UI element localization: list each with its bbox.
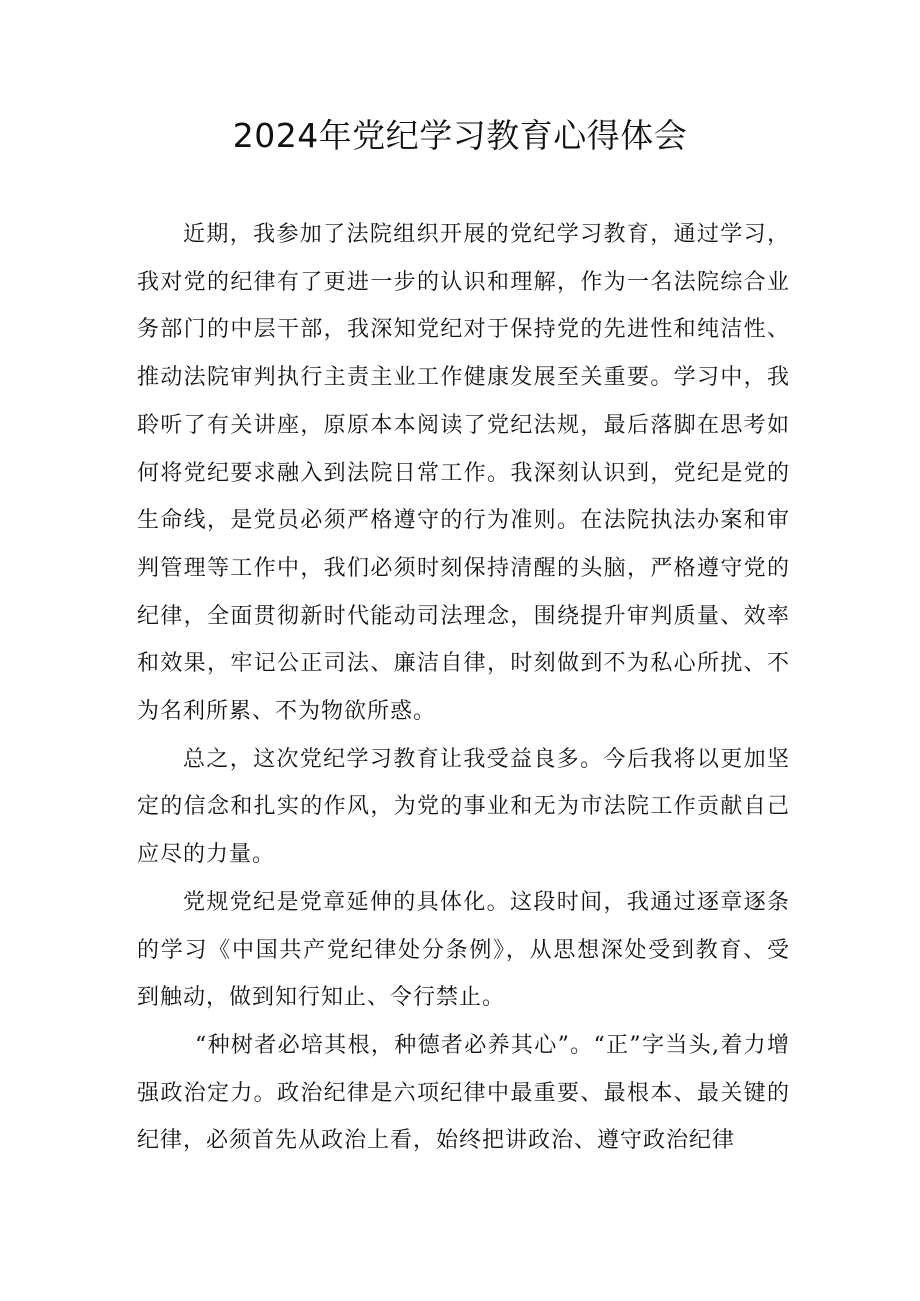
document-body bbox=[137, 211, 790, 1165]
paragraph-1: 近期，我参加了法院组织开展的党纪学习教育，通过学习，我对党的纪律有了更进一步的认识和理解，作为一名法院综合业务部门的中层干部，我深知党纪对于保持党的先进性和纯洁性、推动法院审判执行主责主业工作健康发展至关重要。学习中，我聆听了有关讲座，原原本本阅读了党纪法规，最后落脚在思考如何将党纪要求融入到法院日常工作。我深刻认识到，党纪是党的生命线，是党员必须严格遵守的行为准则。在法院执法办案和审判管理等工作中，我们必须时刻保持清醒的头脑，严格遵守党的纪律，全面贯彻新时代能动司法理念，围绕提升审判质量、效率和效果，牢记公正司法、廉洁自律，时刻做到不为私心所扰、不为名利所累、不为物欲所惑。 bbox=[137, 222, 790, 725]
paragraph-2: 总之，这次党纪学习教育让我受益良多。今后我将以更加坚定的信念和扎实的作风，为党的事业和无为市法院工作贡献自己应尽的力量。 bbox=[137, 746, 790, 868]
paragraph-4: “种树者必培其根，种德者必养其心”。“正”字当头,着力增强政治定力。政治纪律是六项纪律中最重要、最根本、最关键的纪律，必须首先从政治上看，始终把讲政治、遵守政治纪律 bbox=[137, 1032, 790, 1154]
document-title: 2024年党纪学习教育心得体会 bbox=[232, 116, 688, 155]
paragraph-3: 党规党纪是党章延伸的具体化。这段时间，我通过逐章逐条的学习《中国共产党纪律处分条例》，从思想深处受到教育、受到触动，做到知行知止、令行禁止。 bbox=[137, 889, 790, 1011]
